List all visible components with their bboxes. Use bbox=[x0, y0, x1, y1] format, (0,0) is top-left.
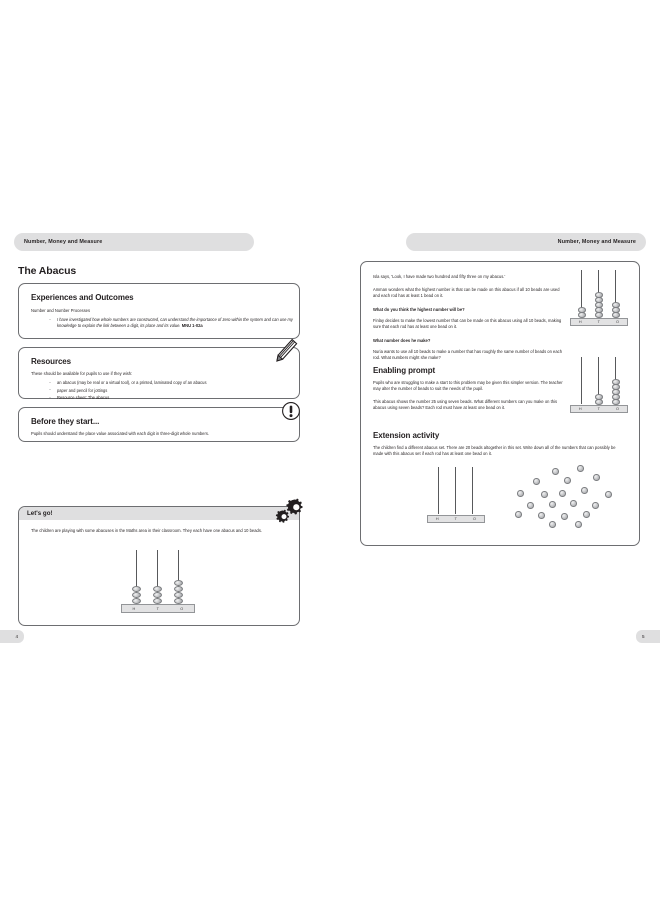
running-head-left bbox=[14, 233, 254, 251]
abacus-label-hundreds: H bbox=[578, 320, 582, 324]
abacus-bead bbox=[612, 399, 620, 405]
loose-bead bbox=[549, 521, 556, 528]
abacus-rod-ones bbox=[472, 467, 473, 514]
loose-bead bbox=[564, 477, 571, 484]
abacus-label-hundreds: H bbox=[578, 407, 582, 411]
abacus-label-tens: T bbox=[597, 407, 601, 411]
extension-activity-paragraph: The children find a different abacus set. There are 20 beads altogether in this set. Write down all of the numbers that can possibly be made with this abacus set if each rod has at least one bead on it. bbox=[373, 445, 616, 457]
paragraph-finlay-decides: Finlay decides to make the lowest number that can be made on this abacus using all 10 beads, making sure that each rod has at least one bead on it. bbox=[373, 318, 562, 330]
enabling-prompt-heading: Enabling prompt bbox=[373, 366, 436, 375]
question-what-number: What number does he make? bbox=[373, 338, 431, 343]
page-number-left-text: 4 bbox=[15, 634, 18, 639]
resources-intro: These should be available for pupils to use if they wish: bbox=[31, 371, 133, 376]
abacus-bead bbox=[578, 312, 586, 318]
loose-bead bbox=[549, 501, 556, 508]
loose-beads-group bbox=[509, 465, 619, 527]
loose-bead bbox=[561, 513, 568, 520]
loose-bead bbox=[593, 474, 600, 481]
right-page bbox=[330, 225, 660, 655]
loose-bead bbox=[559, 490, 566, 497]
abacus-rod-hundreds bbox=[438, 467, 439, 514]
lets-go-panel bbox=[18, 506, 300, 626]
abacus-base bbox=[570, 318, 628, 326]
experiences-and-outcomes-panel bbox=[18, 283, 300, 339]
running-head-right bbox=[406, 233, 646, 251]
lets-go-heading: Let's go! bbox=[27, 510, 53, 517]
page-number-right bbox=[636, 630, 660, 643]
abacus-label-hundreds: H bbox=[435, 517, 439, 521]
abacus-label-ones: O bbox=[615, 320, 620, 324]
before-they-start-text: Pupils should understand the place value associated with each digit in three-digit whole numbers. bbox=[31, 431, 210, 436]
left-page bbox=[0, 225, 330, 655]
page-title: The Abacus bbox=[18, 265, 77, 277]
paragraph-isla-says: Isla says, 'Look, I have made two hundred and fifty three on my abacus.' bbox=[373, 274, 506, 279]
before-they-start-panel bbox=[18, 407, 300, 442]
abacus-lets-go bbox=[121, 550, 195, 613]
lets-go-header-bar bbox=[19, 507, 299, 520]
lets-go-text: The children are playing with some abacuses in the Maths area in their classroom. They each have one abacus and 10 beads. bbox=[31, 528, 263, 533]
enabling-prompt-paragraph: This abacus shows the number 25 using seven beads. What different numbers can you make on this abacus using seven beads? Each rod must have at least one bead on it. bbox=[373, 399, 558, 411]
extension-activity-heading: Extension activity bbox=[373, 431, 440, 440]
loose-bead bbox=[575, 521, 582, 528]
loose-bead bbox=[538, 512, 545, 519]
resources-list-item: · an abacus (may be real or a virtual tool), or a printed, laminated copy of an abacus bbox=[57, 380, 305, 386]
loose-bead bbox=[533, 478, 540, 485]
paragraph-nuria-wants: Nuria wants to use all 10 beads to make a number that has roughly the same number of beads on each rod. What numbers might she make? bbox=[373, 349, 563, 361]
loose-bead bbox=[527, 502, 534, 509]
abacus-bead bbox=[612, 312, 620, 318]
experiences-bullet-text: I have investigated how whole numbers are constructed, can understand the importance of zero within the system and can use my knowledge to explain the link between a digit, its place and its value. bbox=[57, 317, 293, 329]
abacus-base bbox=[427, 515, 485, 523]
experiences-heading: Experiences and Outcomes bbox=[31, 293, 134, 302]
resources-list-item: · paper and pencil for jottings bbox=[57, 388, 305, 394]
experiences-bullet-code: MNU 1-02a bbox=[181, 323, 203, 329]
abacus-label-tens: T bbox=[454, 517, 458, 521]
resources-list bbox=[41, 380, 305, 403]
loose-bead bbox=[583, 511, 590, 518]
abacus-label-tens: T bbox=[156, 606, 160, 611]
resources-panel bbox=[18, 347, 300, 399]
abacus-extension-activity bbox=[427, 467, 485, 523]
abacus-base bbox=[570, 405, 628, 413]
paragraph-amman-wonders: Amman wonders what the highest number is that can be made on this abacus if all 10 beads are used and each rod has at least 1 bead on it. bbox=[373, 287, 560, 299]
loose-bead bbox=[577, 465, 584, 472]
gears-icon bbox=[275, 498, 305, 524]
resources-list-item: · Resource sheet: The abacus bbox=[57, 395, 305, 401]
abacus-bead bbox=[595, 399, 603, 405]
abacus-enabling-prompt bbox=[570, 357, 628, 413]
page-number-left bbox=[0, 630, 24, 643]
abacus-bead bbox=[595, 312, 603, 318]
question-highest-number: What do you think the highest number will be? bbox=[373, 307, 465, 312]
page-number-right-text: 5 bbox=[642, 634, 645, 639]
experiences-subheading: Number and Number Processes bbox=[31, 308, 91, 313]
abacus-label-ones: O bbox=[472, 517, 477, 521]
abacus-top-right bbox=[570, 270, 628, 326]
abacus-base bbox=[121, 604, 195, 613]
abacus-rod-tens bbox=[455, 467, 456, 514]
abacus-rod-hundreds bbox=[581, 357, 582, 404]
loose-bead bbox=[517, 490, 524, 497]
resources-heading: Resources bbox=[31, 357, 72, 366]
loose-bead bbox=[541, 491, 548, 498]
experiences-bullet-list bbox=[41, 317, 305, 331]
loose-bead bbox=[552, 468, 559, 475]
running-head-text: Number, Money and Measure bbox=[24, 239, 103, 245]
loose-bead bbox=[605, 491, 612, 498]
loose-bead bbox=[592, 502, 599, 509]
enabling-prompt-paragraph: Pupils who are struggling to make a start to this problem may be given this simpler version. The teacher may alter the number of beads to suit the needs of the pupil. bbox=[373, 380, 563, 392]
abacus-label-ones: O bbox=[180, 606, 184, 611]
abacus-label-hundreds: H bbox=[132, 606, 136, 611]
experiences-bullet-item bbox=[57, 317, 305, 329]
abacus-label-tens: T bbox=[597, 320, 601, 324]
loose-bead bbox=[581, 487, 588, 494]
abacus-label-ones: O bbox=[615, 407, 620, 411]
loose-bead bbox=[570, 500, 577, 507]
running-head-text: Number, Money and Measure bbox=[557, 239, 636, 245]
exclamation-icon bbox=[281, 401, 301, 421]
right-content-panel bbox=[360, 261, 640, 546]
loose-bead bbox=[515, 511, 522, 518]
before-they-start-heading: Before they start... bbox=[31, 417, 100, 426]
